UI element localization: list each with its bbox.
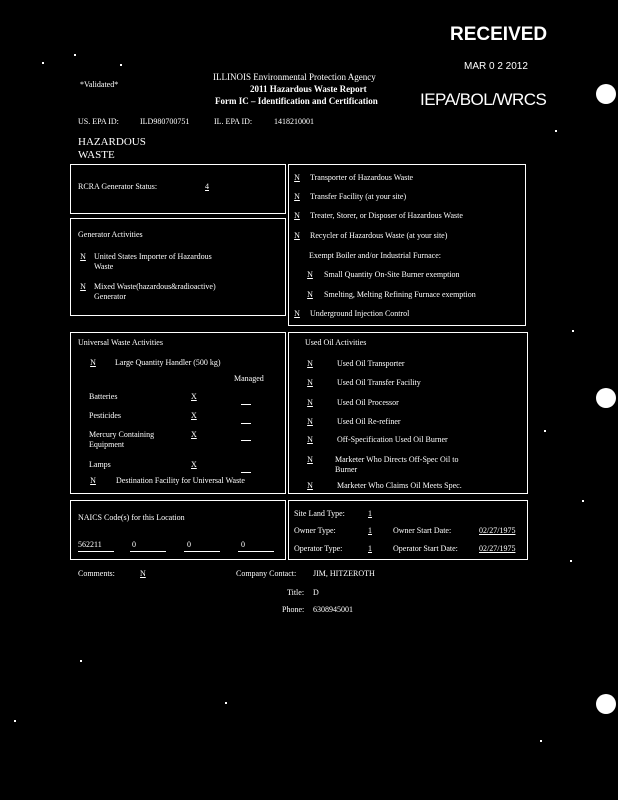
- used-oil-row: [305, 435, 448, 444]
- hw-activity-row: [292, 231, 447, 240]
- activity-flag: N: [307, 290, 313, 299]
- phone-label: Phone:: [282, 605, 305, 614]
- activity-label: Underground Injection Control: [310, 309, 410, 318]
- punch-hole-middle: [596, 388, 616, 408]
- company-contact-label: Company Contact:: [236, 569, 297, 578]
- waste-mark: X: [191, 411, 197, 420]
- waste-mark: X: [191, 430, 197, 439]
- activity-label: Small Quantity On-Site Burner exemption: [324, 270, 460, 279]
- activity-label: Transfer Facility (at your site): [310, 192, 407, 201]
- form-title: Form IC – Identification and Certification: [215, 96, 378, 106]
- waste-label: Mercury Containing: [89, 430, 155, 439]
- operator-type-value: 1: [368, 544, 372, 553]
- waste-label: Batteries: [89, 392, 118, 401]
- scan-speck: [540, 740, 542, 742]
- generator-activity-row: [78, 282, 216, 301]
- received-date-stamp: MAR 0 2 2012: [464, 61, 528, 72]
- activity-label: Off-Specification Used Oil Burner: [337, 435, 448, 444]
- punch-hole-top: [596, 84, 616, 104]
- scan-speck: [570, 560, 572, 562]
- scan-speck: [582, 500, 584, 502]
- waste-mark: X: [191, 460, 197, 469]
- rcra-status-label: RCRA Generator Status:: [78, 182, 158, 191]
- activity-label: Used Oil Transfer Facility: [337, 378, 421, 387]
- agency-name: ILLINOIS Environmental Protection Agency: [213, 72, 376, 82]
- operator-start-date-label: Operator Start Date:: [393, 544, 458, 553]
- activity-flag: N: [294, 192, 300, 201]
- naics-code: 0: [187, 540, 191, 549]
- il-epa-id-label: IL. EPA ID:: [214, 117, 253, 126]
- used-oil-row: [305, 398, 399, 407]
- us-epa-id-label: US. EPA ID:: [78, 117, 119, 126]
- naics-code-line: [130, 551, 166, 552]
- scan-speck: [555, 130, 557, 132]
- site-land-type-label: Site Land Type:: [294, 509, 345, 518]
- activity-flag: N: [307, 481, 313, 490]
- destination-facility-row: [88, 476, 245, 485]
- activity-flag: N: [294, 173, 300, 182]
- scan-speck: [120, 64, 122, 66]
- activity-label: Recycler of Hazardous Waste (at your site): [310, 231, 448, 240]
- scan-speck: [74, 54, 76, 56]
- used-oil-row: [305, 455, 459, 474]
- activity-label: Smelting, Melting Refining Furnace exemption: [324, 290, 476, 299]
- scan-speck: [225, 702, 227, 704]
- activity-flag: N: [307, 359, 313, 368]
- title-value: D: [313, 588, 319, 597]
- naics-title: NAICS Code(s) for this Location: [78, 513, 185, 522]
- used-oil-row: [305, 417, 401, 426]
- naics-code: 0: [241, 540, 245, 549]
- activity-flag: N: [80, 282, 86, 291]
- hw-activity-row: [292, 173, 413, 182]
- report-title: 2011 Hazardous Waste Report: [250, 84, 367, 94]
- used-oil-row: [305, 481, 462, 490]
- universal-waste-row: [89, 392, 259, 406]
- scan-speck: [42, 62, 44, 64]
- activity-label: Treater, Storer, or Disposer of Hazardous Waste: [310, 211, 463, 220]
- waste-label: Lamps: [89, 460, 111, 469]
- activity-flag: N: [90, 358, 96, 367]
- us-epa-id-value: ILD980700751: [140, 117, 190, 126]
- used-oil-row: [305, 378, 421, 387]
- section-title: [78, 136, 146, 162]
- punch-hole-bottom: [596, 694, 616, 714]
- managed-blank: [241, 440, 251, 441]
- validated-label: *Validated*: [80, 80, 119, 89]
- title-label: Title:: [287, 588, 305, 597]
- section-title-line1: HAZARDOUS: [78, 136, 146, 148]
- activity-flag: N: [307, 455, 313, 464]
- hw-activity-row: [292, 211, 463, 220]
- activity-label: Marketer Who Directs Off-Spec Oil to: [335, 455, 459, 464]
- hw-activity-row: [292, 309, 409, 318]
- activity-flag: N: [307, 398, 313, 407]
- owner-type-label: Owner Type:: [294, 526, 336, 535]
- rcra-status-value: 4: [205, 182, 209, 191]
- naics-code-line: [238, 551, 274, 552]
- activity-label: United States Importer of Hazardous: [94, 252, 212, 261]
- owner-type-value: 1: [368, 526, 372, 535]
- site-land-type-value: 1: [368, 509, 372, 518]
- activity-flag: N: [307, 270, 313, 279]
- activity-label-cont: Generator: [94, 292, 126, 301]
- operator-type-label: Operator Type:: [294, 544, 343, 553]
- activity-flag: N: [294, 309, 300, 318]
- managed-blank: [241, 423, 251, 424]
- office-stamp: IEPA/BOL/WRCS: [420, 90, 547, 109]
- scan-speck: [14, 720, 16, 722]
- universal-waste-row: [89, 460, 259, 474]
- phone-value: 6308945001: [313, 605, 353, 614]
- used-oil-row: [305, 359, 405, 368]
- activity-label-cont: Burner: [335, 465, 358, 474]
- generator-activity-row: [78, 252, 212, 271]
- comments-value: N: [140, 569, 146, 578]
- activity-label: Destination Facility for Universal Waste: [116, 476, 245, 485]
- waste-mark: X: [191, 392, 197, 401]
- operator-start-date-value: 02/27/1975: [479, 544, 516, 553]
- activity-label: Used Oil Transporter: [337, 359, 405, 368]
- activity-label: Used Oil Re-refiner: [337, 417, 401, 426]
- naics-code: 562211: [78, 540, 102, 549]
- managed-blank: [241, 472, 251, 473]
- exempt-boiler-title: Exempt Boiler and/or Industrial Furnace:: [309, 251, 441, 260]
- universal-waste-title: Universal Waste Activities: [78, 338, 163, 347]
- managed-blank: [241, 404, 251, 405]
- used-oil-title: Used Oil Activities: [305, 338, 367, 347]
- activity-flag: N: [294, 231, 300, 240]
- activity-label-cont: Waste: [94, 262, 114, 271]
- activity-flag: N: [307, 378, 313, 387]
- hw-activity-row: [292, 192, 406, 201]
- activity-label: Mixed Waste(hazardous&radioactive): [94, 282, 216, 291]
- activity-flag: N: [307, 417, 313, 426]
- activity-label: Used Oil Processor: [337, 398, 399, 407]
- activity-flag: N: [294, 211, 300, 220]
- il-epa-id-value: 1418210001: [274, 117, 314, 126]
- owner-start-date-value: 02/27/1975: [479, 526, 516, 535]
- exempt-activity-row: [305, 270, 460, 279]
- hazardous-waste-activities-box: [288, 164, 526, 326]
- activity-flag: N: [307, 435, 313, 444]
- activity-flag: N: [90, 476, 96, 485]
- owner-start-date-label: Owner Start Date:: [393, 526, 452, 535]
- scan-speck: [572, 330, 574, 332]
- naics-code: 0: [132, 540, 136, 549]
- naics-code-line: [184, 551, 220, 552]
- company-contact-value: JIM, HITZEROTH: [313, 569, 375, 578]
- waste-label: Pesticides: [89, 411, 121, 420]
- activity-label: Marketer Who Claims Oil Meets Spec.: [337, 481, 462, 490]
- scan-speck: [544, 430, 546, 432]
- naics-code-line: [78, 551, 114, 552]
- activity-label: Large Quantity Handler (500 kg): [115, 358, 221, 367]
- waste-label-cont: Equipment: [89, 440, 125, 449]
- exempt-activity-row: [305, 290, 476, 299]
- universal-waste-row: [89, 430, 259, 452]
- comments-label: Comments:: [78, 569, 115, 578]
- scan-speck: [80, 660, 82, 662]
- generator-activities-title: Generator Activities: [78, 230, 143, 239]
- activity-flag: N: [80, 252, 86, 261]
- section-title-line2: WASTE: [78, 149, 115, 161]
- managed-header: Managed: [234, 374, 264, 383]
- large-quantity-handler-row: [88, 358, 221, 367]
- activity-label: Transporter of Hazardous Waste: [310, 173, 414, 182]
- universal-waste-row: [89, 411, 259, 425]
- received-stamp: RECEIVED: [450, 24, 548, 45]
